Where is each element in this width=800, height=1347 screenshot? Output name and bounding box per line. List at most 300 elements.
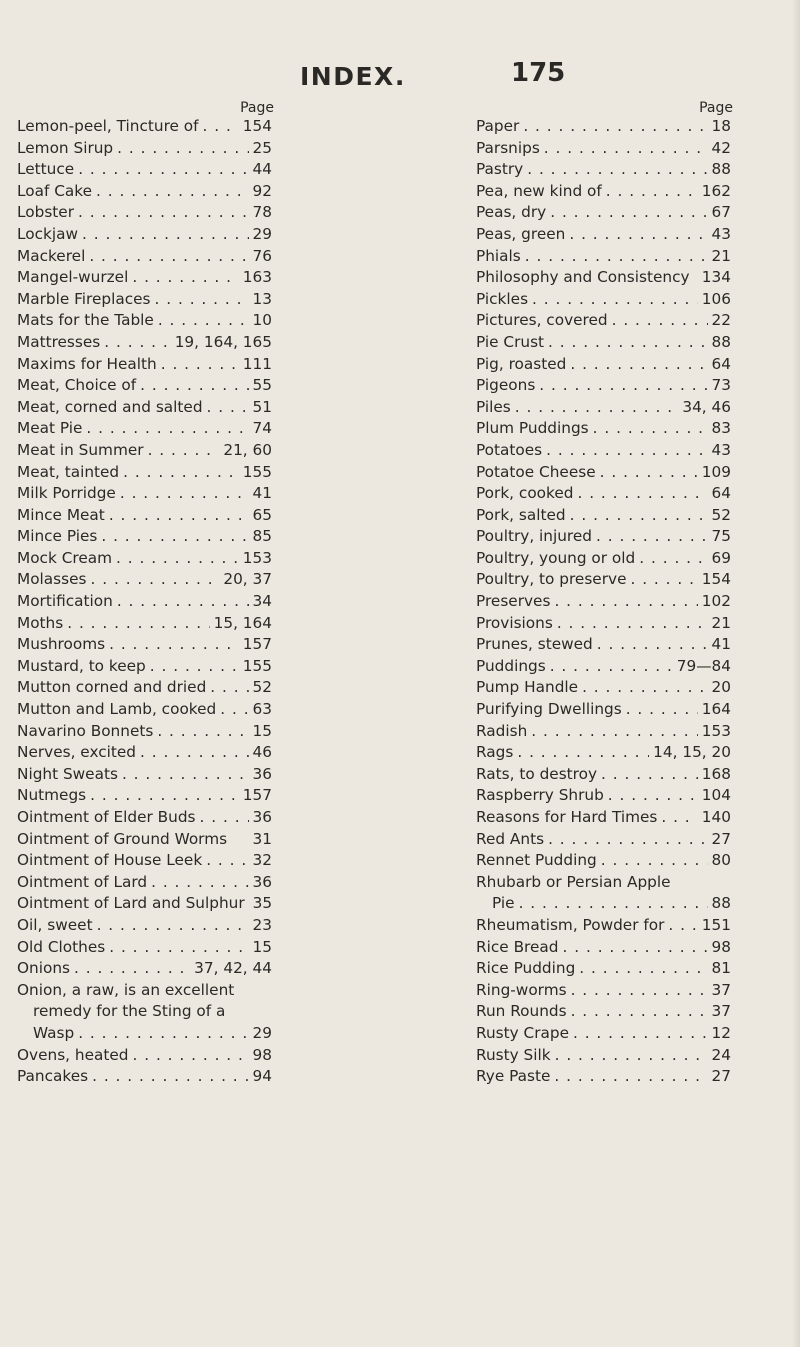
index-term: Ring-worms: [476, 980, 567, 999]
index-entry: [17, 310, 272, 332]
index-entry: [17, 742, 272, 764]
index-entry: [476, 202, 731, 224]
dot-leader: [589, 418, 708, 440]
index-entry: [17, 872, 272, 894]
index-page-ref: 164: [701, 700, 731, 719]
index-term: Old Clothes: [17, 937, 106, 956]
index-page-ref: 36: [252, 808, 272, 826]
dot-leader: [515, 893, 708, 915]
left-column-heading: [17, 100, 272, 116]
dot-leader: [523, 159, 707, 181]
index-term: Ointment of Lard: [17, 872, 148, 891]
index-entry: [17, 1001, 272, 1023]
dot-leader: [78, 224, 249, 246]
index-entry: [476, 850, 731, 872]
index-page-ref: 25: [252, 138, 272, 157]
index-term: Mushrooms: [17, 635, 106, 654]
index-page-ref: 32: [252, 851, 272, 870]
index-entry: [17, 246, 272, 268]
index-entry: [17, 1023, 272, 1045]
index-term: Nerves, excited: [17, 743, 137, 762]
index-entry: [17, 699, 272, 721]
index-page-ref: 36: [252, 764, 272, 783]
index-term: Marble Fireplaces: [17, 289, 151, 308]
left-page-label: Page: [240, 100, 274, 116]
dot-leader: [626, 569, 697, 591]
index-page-ref: 20, 37: [223, 570, 272, 589]
index-entry: [17, 829, 272, 851]
index-term: Pie: [492, 894, 515, 913]
dot-leader: [622, 699, 698, 721]
index-page-ref: 27: [711, 829, 731, 848]
index-term: Piles: [476, 397, 511, 416]
index-entry: [17, 1045, 272, 1067]
dot-leader: [573, 483, 707, 505]
dot-leader: [513, 742, 649, 764]
dot-leader: [216, 699, 248, 721]
index-page-ref: 23: [252, 915, 272, 934]
index-entry: [17, 677, 272, 699]
index-entry: [17, 937, 272, 959]
index-term: Mutton and Lamb, cooked: [17, 700, 217, 719]
index-entry: [17, 1066, 272, 1088]
index-entry: [476, 677, 731, 699]
index-term: Pig, roasted: [476, 354, 567, 373]
dot-leader: [116, 483, 249, 505]
index-term: Rice Bread: [476, 937, 559, 956]
index-term: Ovens, heated: [17, 1045, 129, 1064]
index-page-ref: 78: [252, 203, 272, 222]
right-column-heading: [476, 100, 731, 116]
index-page-ref: 34, 46: [682, 397, 731, 416]
index-page-ref: 55: [252, 376, 272, 395]
left-index-column: [17, 100, 272, 1088]
dot-leader: [566, 505, 708, 527]
index-term: Poultry, injured: [476, 527, 593, 546]
index-term: Poultry, young or old: [476, 548, 636, 567]
index-term: Maxims for Health: [17, 354, 157, 373]
index-entry: [17, 980, 272, 1002]
index-entry: [17, 613, 272, 635]
page-edge: [792, 0, 800, 1347]
dot-leader: [569, 1023, 708, 1045]
dot-leader: [596, 462, 698, 484]
index-term: Philosophy and Consistency: [476, 268, 690, 287]
dot-leader: [550, 591, 697, 613]
index-page-ref: 21: [711, 246, 731, 265]
dot-leader: [521, 246, 708, 268]
dot-leader: [566, 354, 707, 376]
index-page-ref: 154: [242, 117, 272, 135]
index-term: Ointment of Ground Worms: [17, 829, 228, 848]
dot-leader: [144, 440, 220, 462]
index-page-ref: 134: [701, 268, 731, 287]
dot-leader: [203, 397, 249, 419]
index-term: Meat, corned and salted: [17, 397, 203, 416]
index-page-ref: 31: [252, 829, 272, 848]
index-term: Lockjaw: [17, 224, 79, 243]
index-page-ref: 34: [252, 592, 272, 611]
index-term: Mackerel: [17, 246, 86, 265]
index-term: Parsnips: [476, 138, 540, 157]
index-term: Prunes, stewed: [476, 635, 593, 654]
index-page-ref: 43: [711, 224, 731, 243]
index-entry: [476, 656, 731, 678]
index-term: Mats for the Table: [17, 311, 154, 330]
dot-leader: [154, 310, 249, 332]
index-page-ref: 73: [711, 376, 731, 395]
index-term: Pictures, covered: [476, 311, 608, 330]
index-entry: [17, 807, 272, 829]
dot-leader: [105, 634, 239, 656]
index-term: Pork, salted: [476, 505, 566, 524]
dot-leader: [147, 872, 248, 894]
index-term: Mutton corned and dried: [17, 678, 207, 697]
index-entry: [476, 958, 731, 980]
index-term: Reasons for Hard Times: [476, 808, 658, 826]
index-entry: [17, 224, 272, 246]
index-entry: [17, 289, 272, 311]
dot-leader: [97, 526, 248, 548]
dot-leader: [546, 202, 707, 224]
index-entry: [476, 721, 731, 743]
dot-leader: [113, 591, 249, 613]
dot-leader: [157, 354, 239, 376]
index-entry: [476, 872, 731, 894]
dot-leader: [74, 1023, 248, 1045]
dot-leader: [128, 267, 238, 289]
index-term: Meat in Summer: [17, 440, 144, 459]
index-term: Pie Crust: [476, 332, 545, 351]
dot-leader: [542, 440, 707, 462]
index-page-ref: 153: [242, 548, 272, 567]
index-term: Potatoe Cheese: [476, 462, 596, 481]
index-entry: [476, 181, 731, 203]
index-page-ref: 153: [701, 721, 731, 740]
dot-leader: [604, 785, 698, 807]
index-page-ref: 36: [252, 872, 272, 891]
index-page-ref: 35: [252, 894, 273, 913]
index-page-ref: 42: [711, 138, 731, 157]
index-page-ref: 67: [711, 203, 731, 222]
index-entry: [17, 850, 272, 872]
dot-leader: [93, 915, 249, 937]
index-page-ref: 157: [242, 635, 272, 654]
dot-leader: [63, 613, 209, 635]
index-term: Provisions: [476, 613, 553, 632]
index-page-ref: 20: [711, 678, 731, 697]
page-header: [0, 58, 800, 98]
index-term: Wasp: [33, 1023, 75, 1042]
index-page-ref: 15, 164: [213, 613, 272, 632]
index-page-ref: 104: [701, 786, 731, 805]
dot-leader: [535, 375, 707, 397]
index-term: Purifying Dwellings: [476, 700, 622, 719]
index-page-ref: 13: [252, 289, 272, 308]
index-page-ref: 29: [252, 224, 272, 243]
index-page-ref: 37, 42, 44: [194, 959, 272, 978]
index-entry: [17, 721, 272, 743]
index-entry: [476, 440, 731, 462]
index-page-ref: 46: [252, 743, 272, 762]
index-page-ref: 52: [711, 505, 731, 524]
dot-leader: [196, 807, 249, 829]
index-entry: [476, 1023, 731, 1045]
index-page-ref: 106: [701, 289, 731, 308]
dot-leader: [87, 569, 220, 591]
index-page-ref: 88: [711, 160, 731, 179]
index-entry: [17, 418, 272, 440]
dot-leader: [550, 1066, 707, 1088]
index-page-ref: 162: [701, 181, 731, 200]
index-term: Molasses: [17, 570, 87, 589]
dot-leader: [202, 850, 248, 872]
index-term: Lemon-peel, Tincture of: [17, 117, 199, 135]
index-page-ref: 102: [701, 592, 731, 611]
index-term: Rags: [476, 743, 514, 762]
index-page-ref: 92: [252, 181, 272, 200]
dot-leader: [119, 462, 239, 484]
index-term: Oil, sweet: [17, 915, 93, 934]
index-term: Pastry: [476, 160, 524, 179]
index-term: Rennet Pudding: [476, 851, 597, 870]
index-term: Potatoes: [476, 440, 543, 459]
index-page-ref: 64: [711, 484, 731, 503]
index-page-ref: 29: [252, 1023, 272, 1042]
index-term: Poultry, to preserve: [476, 570, 627, 589]
index-page-ref: 109: [701, 462, 731, 481]
index-entry: [17, 354, 272, 376]
dot-leader: [565, 224, 707, 246]
index-entry: [17, 159, 272, 181]
index-page-ref: 37: [711, 1002, 731, 1021]
index-page-ref: 94: [252, 1067, 272, 1086]
dot-leader: [544, 829, 707, 851]
index-entry: [17, 116, 272, 138]
index-entry: [476, 915, 731, 937]
dot-leader: [593, 634, 708, 656]
index-page-ref: 18: [711, 117, 731, 135]
index-term: Navarino Bonnets: [17, 721, 154, 740]
index-page-ref: 37: [711, 980, 731, 999]
index-page-ref: 15: [252, 937, 272, 956]
dot-leader: [527, 721, 698, 743]
index-entry: [476, 591, 731, 613]
dot-leader: [578, 677, 707, 699]
index-page-ref: 155: [242, 656, 272, 675]
index-entry: [17, 181, 272, 203]
index-page-ref: 80: [711, 851, 731, 870]
page-title: INDEX.: [300, 62, 406, 91]
index-entry: [476, 764, 731, 786]
dot-leader: [567, 980, 708, 1002]
index-page-ref: 75: [711, 527, 731, 546]
right-entry-list: [476, 116, 731, 1088]
index-entry: [476, 310, 731, 332]
dot-leader: [511, 397, 679, 419]
index-entry: [476, 937, 731, 959]
index-entry: [476, 418, 731, 440]
index-page-ref: 63: [252, 700, 272, 719]
index-term: Lettuce: [17, 160, 75, 179]
dot-leader: [664, 915, 697, 937]
index-entry: [476, 397, 731, 419]
page-number: 175: [511, 58, 566, 88]
index-term: Paper: [476, 117, 520, 135]
index-entry: [476, 462, 731, 484]
dot-leader: [74, 202, 249, 224]
index-term: Run Rounds: [476, 1002, 567, 1021]
index-page-ref: 10: [252, 311, 272, 330]
dot-leader: [592, 526, 708, 548]
dot-leader: [113, 138, 248, 160]
index-page-ref: 51: [252, 397, 272, 416]
index-entry: [476, 1001, 731, 1023]
index-term: remedy for the Sting of a: [33, 1002, 226, 1021]
index-entry: [476, 829, 731, 851]
index-term: Night Sweats: [17, 764, 118, 783]
index-page-ref: 64: [711, 354, 731, 373]
dot-leader: [136, 375, 248, 397]
index-entry: [476, 699, 731, 721]
index-term: Mince Pies: [17, 527, 98, 546]
index-entry: [17, 526, 272, 548]
index-term: Mattresses: [17, 332, 101, 351]
index-term: Pump Handle: [476, 678, 579, 697]
index-entry: [476, 289, 731, 311]
index-entry: [476, 526, 731, 548]
index-term: Mortification: [17, 592, 113, 611]
index-entry: [476, 893, 731, 915]
index-term: Rheumatism, Powder for: [476, 915, 665, 934]
index-page-ref: 111: [242, 354, 272, 373]
index-page-ref: 24: [711, 1045, 731, 1064]
index-entry: [476, 1066, 731, 1088]
index-entry: [476, 807, 731, 829]
index-term: Pickles: [476, 289, 529, 308]
right-page-label: Page: [699, 100, 733, 116]
index-entry: [476, 267, 731, 289]
index-entry: [476, 785, 731, 807]
index-entry: [17, 397, 272, 419]
index-entry: [476, 548, 731, 570]
dot-leader: [546, 656, 673, 678]
index-page-ref: 52: [252, 678, 272, 697]
index-term: Onions: [17, 959, 71, 978]
index-entry: [476, 138, 731, 160]
index-term: Red Ants: [476, 829, 545, 848]
index-page-ref: 85: [252, 527, 272, 546]
index-entry: [476, 375, 731, 397]
index-term: Puddings: [476, 656, 546, 675]
index-entry: [476, 354, 731, 376]
dot-leader: [105, 937, 248, 959]
index-term: Pancakes: [17, 1067, 89, 1086]
dot-leader: [597, 850, 708, 872]
index-page-ref: 98: [252, 1045, 272, 1064]
index-entry: [17, 958, 272, 980]
index-page-ref: 21: [711, 613, 731, 632]
index-page-ref: 41: [252, 484, 272, 503]
index-entry: [476, 332, 731, 354]
index-term: Peas, dry: [476, 203, 547, 222]
dot-leader: [602, 181, 698, 203]
index-entry: [17, 440, 272, 462]
index-entry: [476, 246, 731, 268]
index-term: Lemon Sirup: [17, 138, 114, 157]
index-term: Pea, new kind of: [476, 181, 602, 200]
index-term: Ointment of House Leek: [17, 851, 203, 870]
index-page-ref: 79—84: [676, 656, 731, 675]
dot-leader: [540, 138, 708, 160]
index-term: Meat, tainted: [17, 462, 120, 481]
index-page-ref: 12: [711, 1023, 731, 1042]
dot-leader: [597, 764, 698, 786]
index-page-ref: 22: [711, 311, 731, 330]
dot-leader: [544, 332, 707, 354]
index-entry: [476, 116, 731, 138]
dot-leader: [92, 181, 249, 203]
index-page-ref: 81: [711, 959, 731, 978]
dot-leader: [575, 958, 707, 980]
dot-leader: [553, 613, 708, 635]
index-entry: [17, 569, 272, 591]
index-term: Rye Paste: [476, 1067, 551, 1086]
index-entry: [17, 462, 272, 484]
index-term: Milk Porridge: [17, 484, 116, 503]
index-entry: [17, 483, 272, 505]
index-page-ref: 76: [252, 246, 272, 265]
index-entry: [17, 634, 272, 656]
index-term: Rusty Silk: [476, 1045, 551, 1064]
index-entry: [17, 505, 272, 527]
index-page-ref: 151: [701, 915, 731, 934]
index-term: Rusty Crape: [476, 1023, 569, 1042]
index-term: Pigeons: [476, 376, 536, 395]
dot-leader: [567, 1001, 708, 1023]
index-page-ref: 14, 15, 20: [653, 743, 731, 762]
index-entry: [17, 332, 272, 354]
index-entry: [17, 267, 272, 289]
dot-leader: [199, 116, 239, 138]
index-page-ref: 69: [711, 548, 731, 567]
dot-leader: [608, 310, 708, 332]
index-page-ref: 21, 60: [223, 440, 272, 459]
index-entry: [476, 634, 731, 656]
index-page-ref: 27: [711, 1067, 731, 1086]
index-term: Lobster: [17, 203, 74, 222]
index-page-ref: 44: [252, 160, 272, 179]
index-term: Peas, green: [476, 224, 566, 243]
index-entry: [17, 138, 272, 160]
dot-leader: [70, 958, 190, 980]
index-entry: [17, 915, 272, 937]
index-page-ref: 15: [252, 721, 272, 740]
index-term: Onion, a raw, is an excellent: [17, 980, 235, 999]
dot-leader: [105, 505, 249, 527]
index-page-ref: 41: [711, 635, 731, 654]
index-term: Ointment of Lard and Sulphur: [17, 894, 245, 913]
index-page-ref: 157: [242, 786, 272, 805]
dot-leader: [153, 721, 248, 743]
dot-leader: [519, 116, 707, 138]
right-index-column: [476, 100, 731, 1088]
dot-leader: [528, 289, 698, 311]
index-term: Rhubarb or Persian Apple: [476, 872, 671, 891]
index-entry: [17, 375, 272, 397]
index-page-ref: 140: [701, 808, 731, 826]
index-page-ref: 88: [711, 894, 731, 913]
